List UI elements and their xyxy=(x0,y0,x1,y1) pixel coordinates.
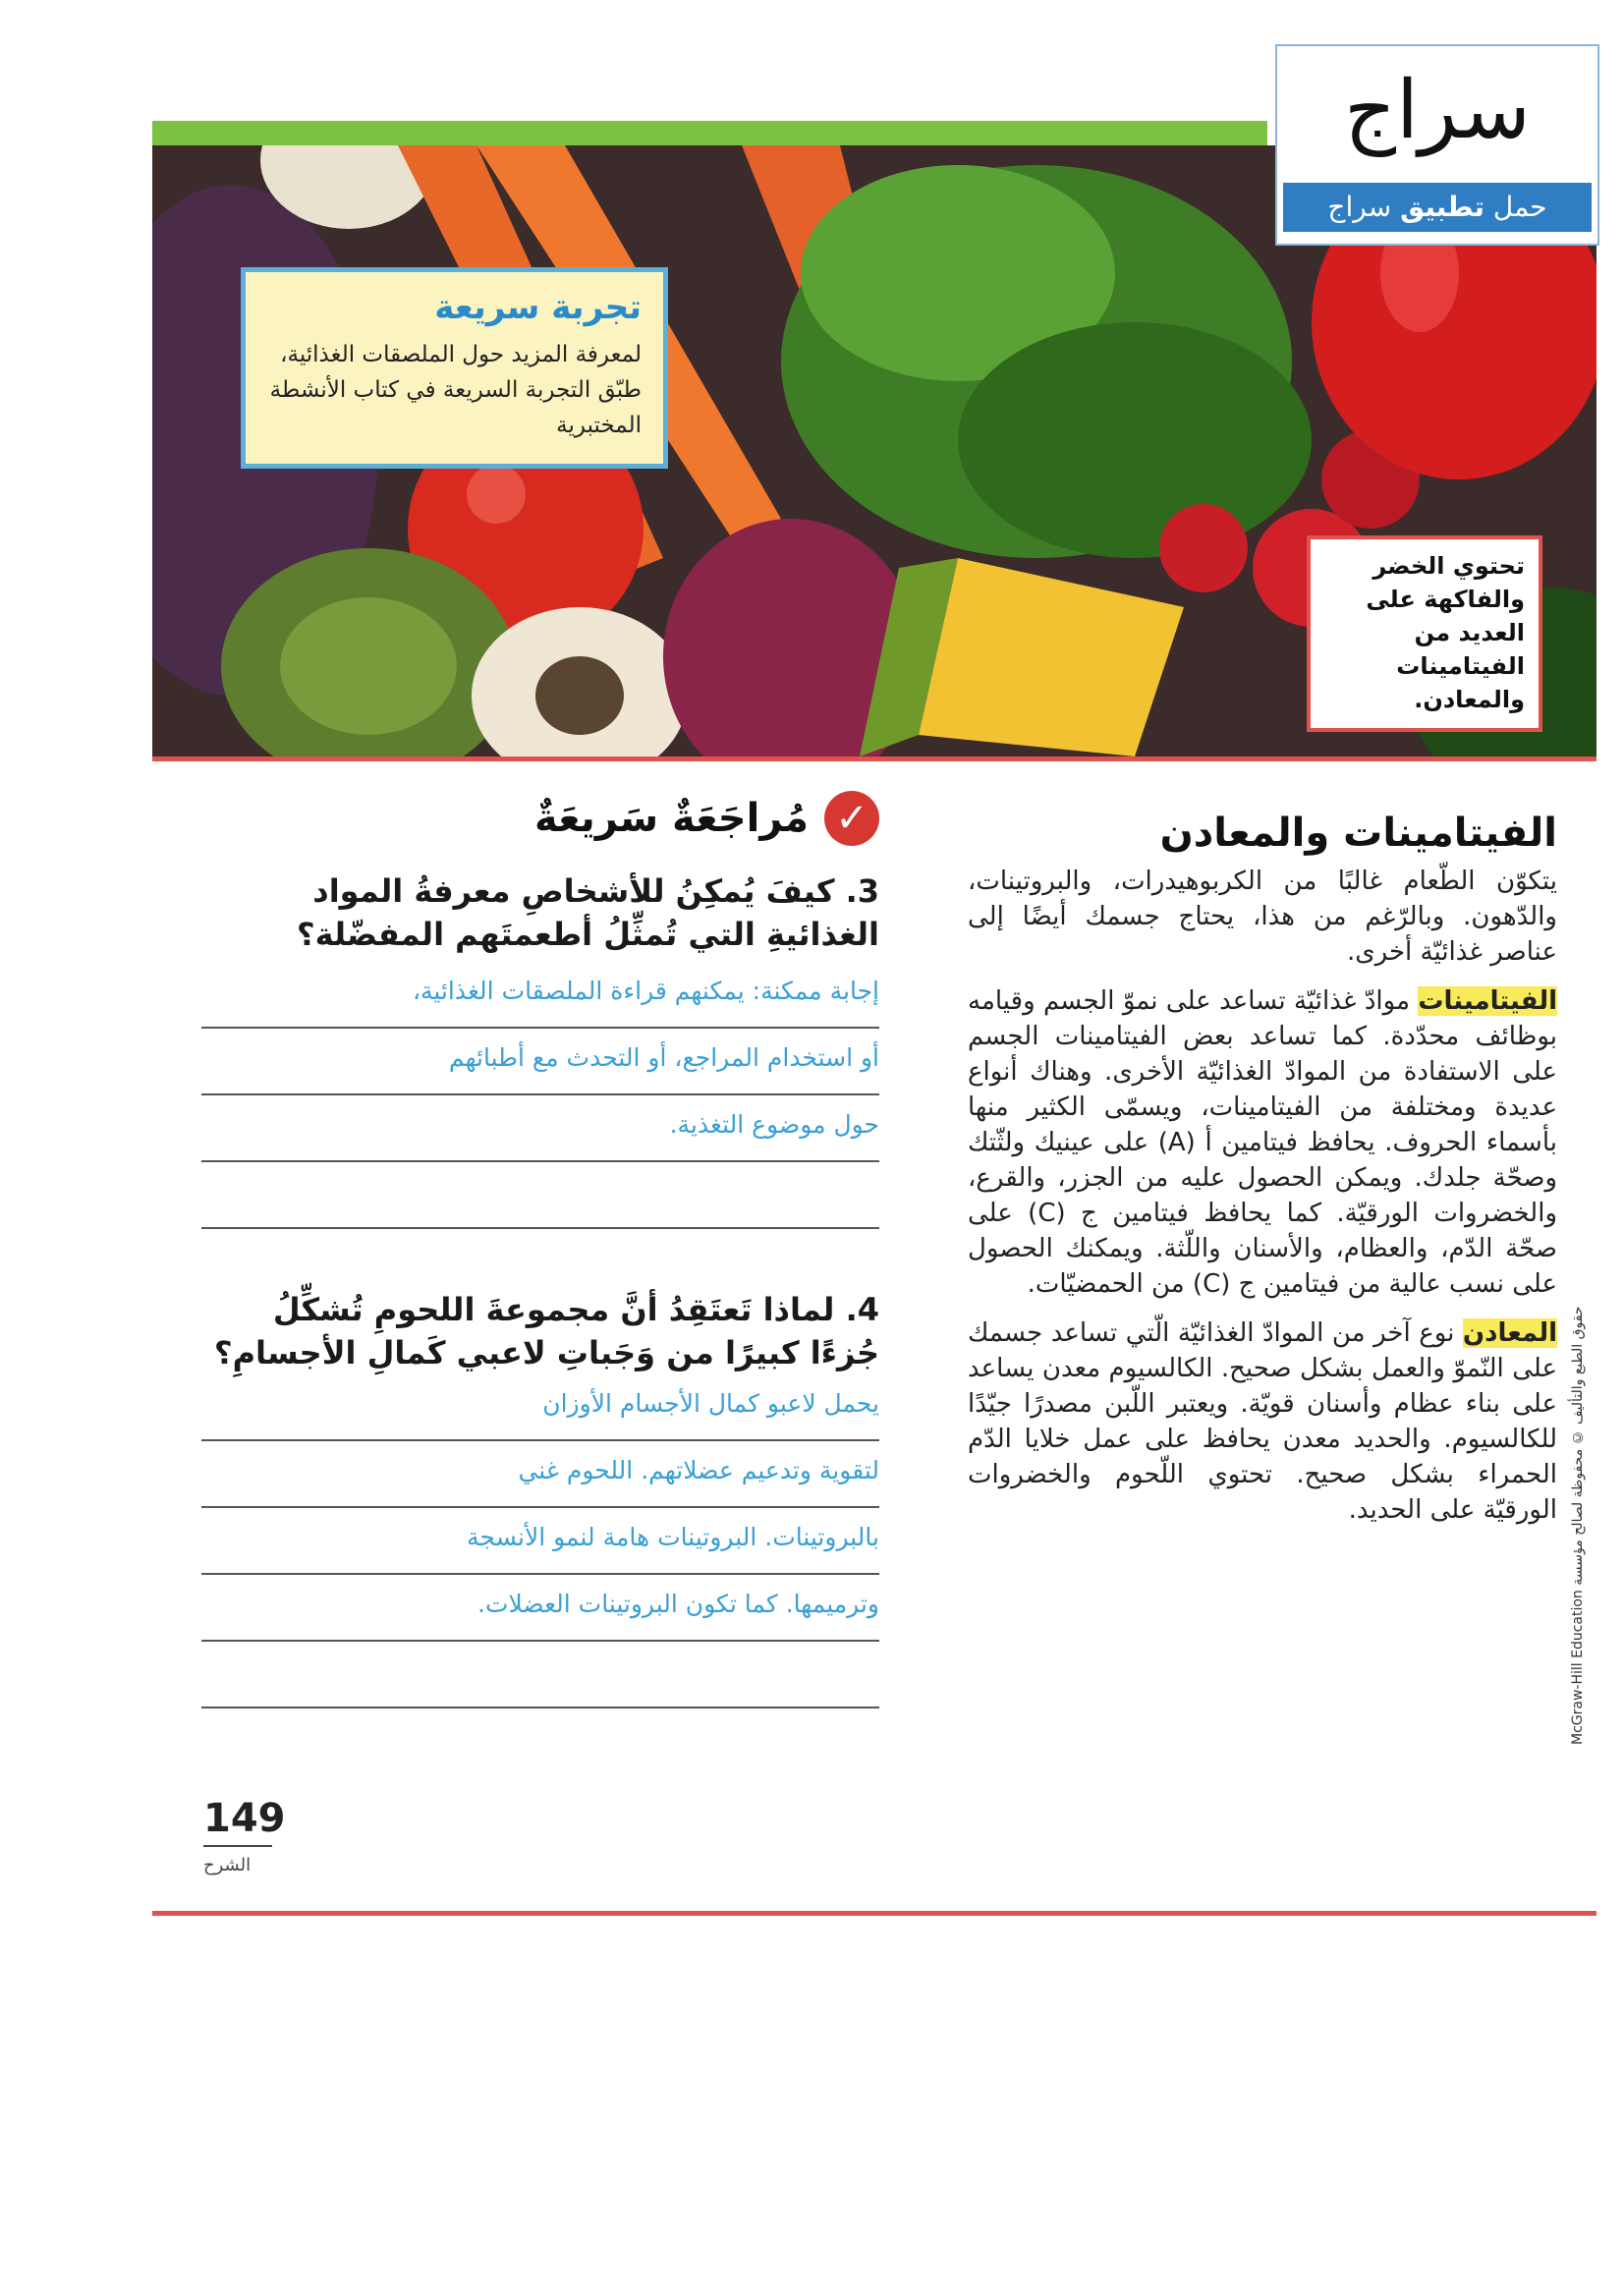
vitamins-paragraph xyxy=(968,983,1557,1302)
quick-experiment-text: لمعرفة المزيد حول الملصقات الغذائية، طبّق التجربة السريعة في كتاب الأنشطة المختبرية xyxy=(269,342,642,438)
quick-experiment-box xyxy=(241,267,668,469)
answer-line[interactable]: يحمل لاعبو كمال الأجسام الأوزان xyxy=(201,1374,879,1441)
logo-download-band[interactable] xyxy=(1283,183,1592,232)
question-4: 4. لماذا تَعتَقِدُ أنَّ مجموعةَ اللحومِ تُشكِّلُ جُزءًا كبيرًا من وَجَباتِ لاعبي كَمالِ الأجسامِ؟ xyxy=(214,1291,879,1371)
photo-caption: تحتوي الخضر والفاكهة على العديد من الفيتامينات والمعادن. xyxy=(1307,535,1542,732)
top-green-bar xyxy=(152,121,1267,145)
logo-band-prefix: حمل xyxy=(1492,191,1547,223)
page-number-rule xyxy=(203,1845,272,1847)
page-number: 149 xyxy=(203,1796,286,1841)
answer-line[interactable]: وترميمها. كما تكون البروتينات العضلات. xyxy=(201,1575,879,1642)
photo-bottom-line xyxy=(152,756,1596,761)
vitamins-term: الفيتامينات xyxy=(1418,986,1557,1016)
answer-line[interactable]: حول موضوع التغذية. xyxy=(201,1095,879,1162)
answer-line[interactable]: إجابة ممكنة: يمكنهم قراءة الملصقات الغذائية، xyxy=(201,962,879,1029)
answer-line[interactable]: بالبروتينات. البروتينات هامة لنمو الأنسجة xyxy=(201,1508,879,1575)
quick-review-title: مُراجَعَةٌ سَريعَةٌ xyxy=(533,796,809,841)
quick-review-header xyxy=(201,791,879,846)
minerals-paragraph xyxy=(968,1315,1557,1528)
answer-line[interactable]: لتقوية وتدعيم عضلاتهم. اللحوم غني xyxy=(201,1441,879,1508)
answer-line[interactable]: أو استخدام المراجع، أو التحدث مع أطبائهم xyxy=(201,1029,879,1095)
logo-band-suffix: سراج xyxy=(1327,191,1392,223)
page-label: الشرح xyxy=(203,1855,252,1875)
answer-line[interactable] xyxy=(201,1162,879,1229)
quick-experiment-title: تجربة سريعة xyxy=(434,288,642,327)
copyright-side-text: حقوق الطبع والتأليف © محفوظة لصالح مؤسسة McGraw-Hill Education xyxy=(1570,1307,1586,1746)
vitamins-text: موادّ غذائيّة تساعد على نموّ الجسم وقيامه بوظائف محدّدة. كما تساعد بعض الفيتامينات الجسم على الاستفادة من الموادّ الغذائيّة الأخرى. وهناك أنواع عديدة ومختلفة من الفيتامينات، ويسمّى الكثير منها بأسماء الحروف. يحافظ فيتامين أ (A) على عينيك ولثّتك وصحّة جلدك. ويمكن الحصول عليه من الجزر، والقرع، والخضروات الورقيّة. كما يحافظ فيتامين ج (C) على صحّة الدّم، والعظام، والأسنان واللّثة. ويمكنك الحصول على نسب عالية من فيتامين ج (C) من الحمضيّات. xyxy=(968,986,1558,1299)
intro-paragraph: يتكوّن الطّعام غالبًا من الكربوهيدرات، والبروتينات، والدّهون. وبالرّغم من هذا، يحتاج جسمك أيضًا إلى عناصر غذائيّة أخرى. xyxy=(968,867,1557,967)
logo-word: سراج xyxy=(1344,64,1531,157)
question-3: 3. كيفَ يُمكِنُ للأشخاصِ معرفةُ المواد الغذائيةِ التي تُمثِّلُ أطعمتَهم المفضّلة؟ xyxy=(297,872,879,953)
answer-block-4 xyxy=(201,1374,879,1708)
bottom-red-line xyxy=(152,1911,1596,1916)
answer-block-3 xyxy=(201,962,879,1229)
quick-review-column xyxy=(201,791,879,1708)
answer-line[interactable] xyxy=(201,1642,879,1708)
section-title: الفيتامينات والمعادن xyxy=(1159,811,1557,856)
minerals-term: المعادن xyxy=(1462,1318,1557,1348)
checkmark-icon: ✓ xyxy=(824,791,879,846)
siraj-logo xyxy=(1275,44,1599,246)
logo-band-bold: تطبيق xyxy=(1400,191,1484,223)
vitamins-minerals-column xyxy=(968,811,1557,1541)
minerals-text: نوع آخر من الموادّ الغذائيّة الّتي تساعد جسمك على النّموّ والعمل بشكل صحيح. الكالسيوم معدن يساعد على بناء عظام وأسنان قويّة. ويعتبر اللّبن مصدرًا جيّدًا للكالسيوم. والحديد معدن يحافظ على عمل خلايا الدّم الحمراء بشكل صحيح. تحتوي اللّحوم والخضروات الورقيّة على الحديد. xyxy=(968,1318,1557,1525)
